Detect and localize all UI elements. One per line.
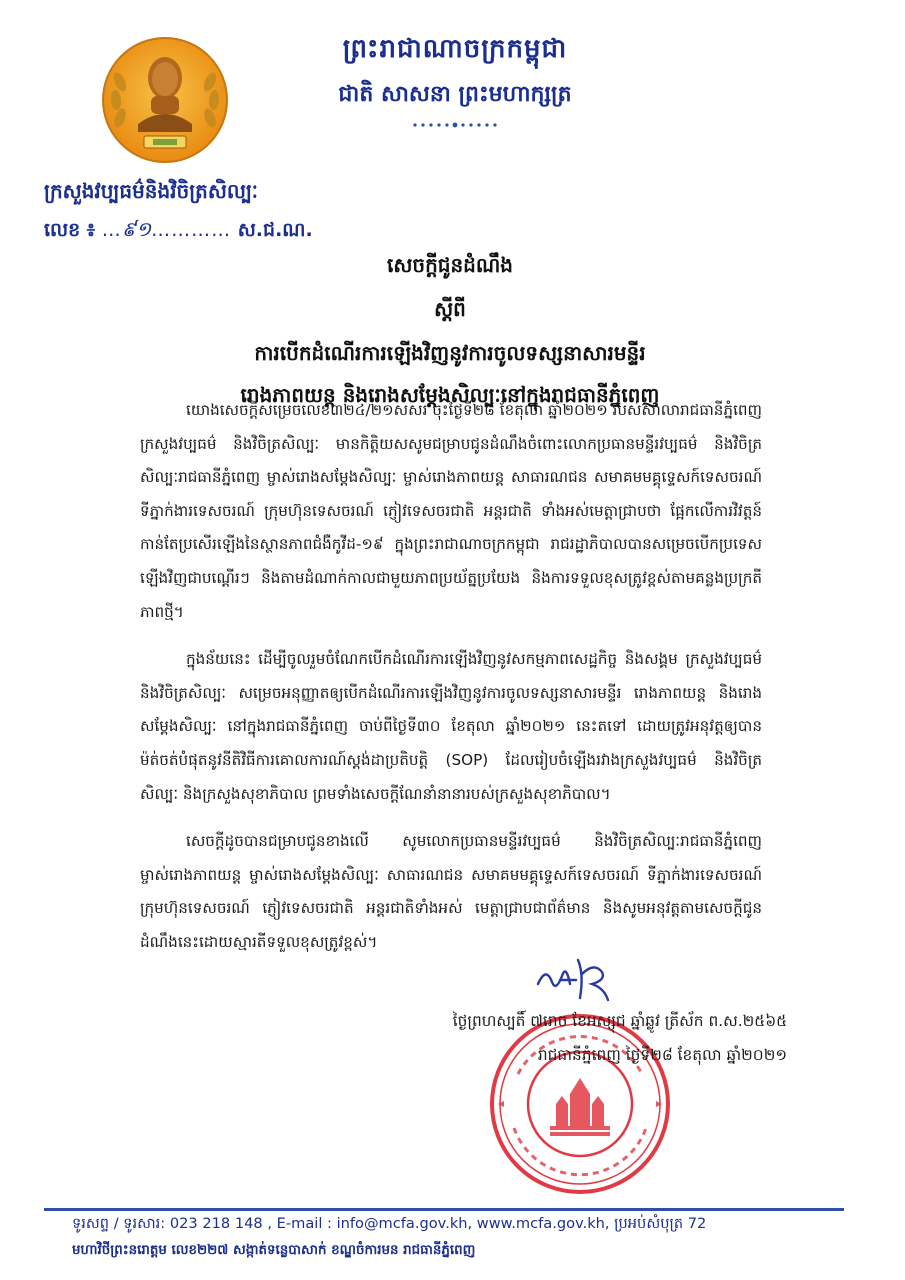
ornament-divider-icon [290, 118, 620, 132]
solar-date: រាជធានីភ្នំពេញ ថ្ងៃទី២៨ ខែតុលា ឆ្នាំ២០២១ [537, 1046, 787, 1064]
ministry-logo-icon [98, 32, 232, 168]
ref-number: ៩១ [121, 217, 152, 241]
signature-icon [532, 954, 616, 1004]
footer-contact: ទូរសព្ទ / ទូរសារ: 023 218 148 , E-mail : info@mcfa.gov.kh, www.mcfa.gov.kh, ប្រអប់សំបុត្រ 72 [72, 1215, 707, 1232]
paragraph-3: សេចក្ដីដូចបានជម្រាបជូនខាងលើ សូមលោកប្រធានមន្ទីរវប្បធម៌ និងវិចិត្រសិល្បៈរាជធានីភ្នំពេញ ម្ចាស់រោងភាពយន្ត ម្ចាស់រោងសម្ដែងសិល្បៈ សាធារណជន សមាគមមគ្គុទ្ទេសក៍ទេសចរណ៍ ទីភ្នាក់ងារទេសចរណ៍ ក្រុមហ៊ុនទេសចរណ៍ ភ្ញៀវទេសចរជាតិ អន្តរជាតិទាំងអស់ មេត្តាជ្រាបជាព័ត៌មាន និងសូមអនុវត្តតាមសេចក្ដីជូនដំណឹងនេះដោយស្មារតីទទួលខុសត្រូវខ្ពស់។ [140, 832, 762, 951]
reference-number: លេខ ៖ …៩១………… ស.ជ.ណ. [44, 217, 313, 241]
title-line-3: ការបើកដំណើរការឡើងវិញនូវការចូលទស្សនាសារមន្ទីរ [254, 341, 646, 365]
footer-address: មហាវិថីព្រះនរោត្តម លេខ២២៧ សង្កាត់ទន្លេបាសាក់ ខណ្ឌចំការមន រាជធានីភ្នំពេញ [72, 1243, 476, 1258]
title-line-2: ស្ដីពី [434, 297, 466, 321]
notice-body [140, 394, 762, 974]
ref-label: លេខ ៖ [44, 219, 96, 241]
title-line-1: សេចក្ដីជូនដំណឹង [387, 253, 513, 277]
title-line-4: រោងភាពយន្ត និងរោងសម្ដែងសិល្បៈនៅក្នុងរាជធានីភ្នំពេញ [240, 383, 660, 407]
paragraph-1: យោងសេចក្ដីសម្រេចលេខ៣២៤/២១សសរ ចុះថ្ងៃទី២៨ ខែតុលា ឆ្នាំ២០២១ របស់សាលារាជធានីភ្នំពេញ ក្រសួងវប្បធម៌ និងវិចិត្រសិល្បៈ មានកិត្តិយសសូមជម្រាបជូនដំណឹងចំពោះលោកប្រធានមន្ទីរវប្បធម៌ និងវិចិត្រសិល្បៈរាជធានីភ្នំពេញ ម្ចាស់រោងសម្ដែងសិល្បៈ ម្ចាស់រោងភាពយន្ត សាធារណជន សមាគមមគ្គុទ្ទេសក៍ទេសចរណ៍ ទីភ្នាក់ងារទេសចរណ៍ ក្រុមហ៊ុនទេសចរណ៍ ភ្ញៀវទេសចរជាតិ អន្តរជាតិ ទាំងអស់មេត្តាជ្រាបថា ផ្អែកលើការវិវត្តន៍កាន់តែប្រសើរឡើងនៃស្ថានភាពជំងឺកូវីដ-១៩ ក្នុងព្រះរាជាណាចក្រកម្ពុជា រាជរដ្ឋាភិបាលបានសម្រេចបើកប្រទេសឡើងវិញជាបណ្ដើរៗ និងតាមដំណាក់កាលជាមួយភាពប្រយ័ត្នប្រយែង និងការទទួលខុសត្រូវខ្ពស់តាមគន្លងប្រក្រតីភាពថ្មី។ [140, 401, 762, 621]
footer-divider [44, 1208, 844, 1211]
ministry-name: ក្រសួងវប្បធម៌និងវិចិត្រសិល្បៈ [44, 179, 259, 203]
paragraph-2: ក្នុងន័យនេះ ដើម្បីចូលរួមចំណែកបើកដំណើរការឡើងវិញនូវសកម្មភាពសេដ្ឋកិច្ច និងសង្គម ក្រសួងវប្បធម៌ និងវិចិត្រសិល្បៈ សម្រេចអនុញ្ញាតឲ្យបើកដំណើរការឡើងវិញនូវការចូលទស្សនាសារមន្ទីរ រោងភាពយន្ត និងរោងសម្ដែងសិល្បៈ នៅក្នុងរាជធានីភ្នំពេញ ចាប់ពីថ្ងៃទី៣០ ខែតុលា ឆ្នាំ២០២១ នេះតទៅ ដោយត្រូវអនុវត្តឲ្យបានម៉ត់ចត់បំផុតនូវនីតិវិធីការគោលការណ៍ស្តង់ដាប្រតិបត្តិ (SOP) ដែលរៀបចំឡើងរវាងក្រសួងវប្បធម៌ និងវិចិត្រសិល្បៈ និងក្រសួងសុខាភិបាល ព្រមទាំងសេចក្ដីណែនាំនានារបស់ក្រសួងសុខាភិបាល។ [140, 650, 762, 803]
national-motto: ជាតិ សាសនា ព្រះមហាក្សត្រ [338, 82, 572, 107]
kingdom-header [290, 32, 620, 136]
lunar-date: ថ្ងៃព្រហស្បតិ៍ ៧រោច ខែអស្សុជ ឆ្នាំឆ្លូវ ត្រីស័ក ព.ស.២៥៦៥ [452, 1012, 787, 1030]
notice-title [150, 252, 750, 412]
dateline [453, 1004, 787, 1072]
kingdom-title: ព្រះរាជាណាចក្រកម្ពុជា [342, 34, 568, 64]
ref-suffix: ស.ជ.ណ. [237, 219, 313, 241]
